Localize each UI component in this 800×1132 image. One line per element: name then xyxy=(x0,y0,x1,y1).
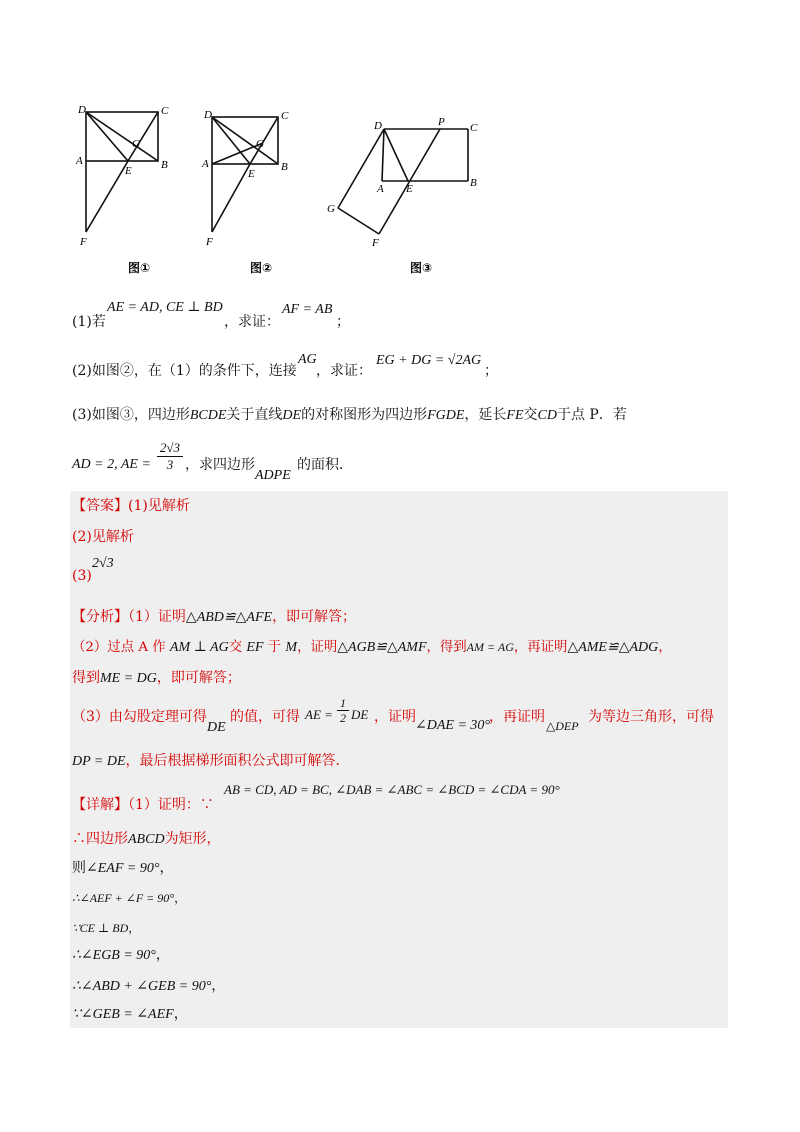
analysis-4-m2a: AE = xyxy=(305,707,333,722)
analysis-4c: ，证明 xyxy=(374,709,416,725)
q3-fraction xyxy=(157,440,183,473)
fig1-label-B: B xyxy=(161,159,168,171)
analysis-4-m2b: DE xyxy=(351,707,369,722)
detail-7-end: ， xyxy=(173,1007,188,1022)
analysis-line-2 xyxy=(72,637,672,658)
fig1-label-G: G xyxy=(132,138,140,150)
detail-line-4 xyxy=(72,918,140,938)
detail-1a: ∴四边形 xyxy=(72,831,128,847)
detail-1b: 为矩形， xyxy=(164,831,221,847)
fig3-label-F: F xyxy=(372,237,379,249)
fig3-label-D: D xyxy=(374,120,382,132)
detail-4: ∵CE ⊥ BD xyxy=(72,921,129,935)
fig1-label-A: A xyxy=(76,155,83,167)
question-3-line1 xyxy=(72,405,627,426)
question-2-prefix: (2)如图②，在（1）的条件下，连接 xyxy=(72,363,297,379)
fig3-label-C: C xyxy=(470,122,478,134)
question-1-condition: AE = AD, CE ⊥ BD xyxy=(107,300,223,315)
detail-4-end: ， xyxy=(128,921,141,935)
analysis-2-m1: AM ⊥ AG xyxy=(169,640,229,655)
detail-line-2 xyxy=(72,858,173,879)
question-2-end: ； xyxy=(484,363,498,379)
fig2-label-F: F xyxy=(206,236,213,248)
analysis-2-m6: △AME≌△ADG xyxy=(567,640,659,655)
question-2-goal: EG + DG = √2AG xyxy=(376,353,482,368)
detail-2-math: ∠EAF = 90° xyxy=(86,861,160,876)
q3-de: DE xyxy=(282,408,302,423)
detail-6-end: ， xyxy=(211,979,226,994)
question-1-end: ； xyxy=(336,314,350,330)
analysis-3b: ，即可解答； xyxy=(156,670,241,686)
detail-2b: ， xyxy=(159,860,174,876)
answer-3-value: 2√3 xyxy=(92,556,114,571)
fig3-label-P: P xyxy=(438,116,445,128)
detail-7: ∵∠GEB = ∠AEF xyxy=(72,1007,174,1022)
analysis-4-de: DE xyxy=(207,720,226,735)
q3-adpe: ADPE xyxy=(255,468,291,483)
analysis-4-m3: ∠DAE = 30° xyxy=(415,718,490,733)
analysis-2-m4: △AGB≌△AMF xyxy=(337,640,427,655)
fig2-label-G: G xyxy=(256,138,264,150)
fig3-label-B: B xyxy=(470,177,477,189)
fig2-label-E: E xyxy=(248,168,255,180)
fig3-label-E: E xyxy=(406,183,413,195)
detail-header-math: AB = CD, AD = BC, ∠DAB = ∠ABC = ∠BCD = ∠CDA = 90° xyxy=(224,782,560,797)
analysis-2g: ， xyxy=(658,640,672,655)
answer-header: 【答案】(1)见解析 xyxy=(72,498,190,514)
analysis-2-m3: M xyxy=(285,640,298,655)
analysis-line-3 xyxy=(72,668,241,689)
analysis-2-m5: AM = AG xyxy=(466,640,514,654)
analysis-2d: ，证明 xyxy=(297,640,338,655)
detail-6: ∴∠ABD + ∠GEB = 90° xyxy=(72,979,212,994)
analysis-line-5 xyxy=(72,751,350,772)
q3-fgde: FGDE xyxy=(427,408,465,423)
fig1-label-C: C xyxy=(161,105,169,117)
analysis-1a: 【分析】（1）证明 xyxy=(72,609,186,625)
detail-line-6 xyxy=(72,977,225,997)
analysis-5-math: DP = DE xyxy=(72,754,126,769)
q3-bcde: BCDE xyxy=(189,408,227,423)
analysis-2c: 于 xyxy=(267,640,282,655)
detail-line-3 xyxy=(72,888,186,908)
analysis-4-m4: △DEP xyxy=(546,719,579,733)
fig3-label-G: G xyxy=(327,203,335,215)
fig1-label-D: D xyxy=(78,104,86,116)
analysis-3a: 得到 xyxy=(72,670,100,686)
fig3-label-A: A xyxy=(377,183,384,195)
q3-line2-end: 的面积． xyxy=(297,457,353,473)
analysis-4b: 的值，可得 xyxy=(230,709,300,725)
detail-line-5 xyxy=(72,946,170,966)
analysis-2a: （2）过点 A 作 xyxy=(72,640,166,655)
detail-5: ∴∠EGB = 90° xyxy=(72,948,156,963)
fig3-caption: 图③ xyxy=(410,261,433,275)
analysis-5a: ，最后根据梯形面积公式即可解答． xyxy=(125,753,350,769)
answer-3-prefix: (3) xyxy=(72,568,92,584)
analysis-3-math: ME = DG xyxy=(100,671,157,686)
analysis-4-frac-den: 2 xyxy=(337,710,349,725)
detail-1-math: ABCD xyxy=(128,832,165,847)
q3-text-b: 关于直线 xyxy=(226,407,283,423)
analysis-4d: ，再证明 xyxy=(489,709,545,725)
fig2-label-D: D xyxy=(204,109,212,121)
detail-line-7 xyxy=(72,1005,188,1025)
question-2-mid: ，求证： xyxy=(316,363,372,379)
analysis-2e: ，得到 xyxy=(426,640,467,655)
q3-text-e: 交 xyxy=(523,407,538,423)
q3-text-a: (3)如图③，四边形 xyxy=(72,407,190,423)
figure-3 xyxy=(322,112,492,282)
fig2-label-A: A xyxy=(202,158,209,170)
figure-1 xyxy=(70,100,180,285)
analysis-2f: ，再证明 xyxy=(513,640,568,655)
analysis-4-fraction xyxy=(337,696,349,725)
fig2-label-B: B xyxy=(281,161,288,173)
detail-header: 【详解】（1）证明：∵ xyxy=(72,797,214,813)
analysis-4-frac-num: 1 xyxy=(340,696,346,710)
detail-3-end: ， xyxy=(174,891,187,905)
fig1-label-E: E xyxy=(125,165,132,177)
detail-3: ∴∠AEF + ∠F = 90° xyxy=(72,891,175,905)
fig1-caption: 图① xyxy=(128,261,151,275)
answer-2: (2)见解析 xyxy=(72,529,134,545)
detail-2a: 则 xyxy=(72,860,86,876)
analysis-1b: ，即可解答； xyxy=(272,609,357,625)
q3-text-c: 的对称图形为四边形 xyxy=(301,407,428,423)
detail-line-1 xyxy=(72,829,221,850)
q3-line2-mid: ，求四边形 xyxy=(185,457,255,473)
q3-condition: AD = 2, AE = xyxy=(72,457,151,472)
q3-cd: CD xyxy=(537,408,557,423)
fig2-caption: 图② xyxy=(250,261,273,275)
question-1-goal: AF = AB xyxy=(282,302,333,317)
analysis-2b: 交 xyxy=(228,640,243,655)
analysis-line-1 xyxy=(72,607,356,628)
fig2-label-C: C xyxy=(281,110,289,122)
question-2-ag: AG xyxy=(298,352,317,367)
q3-frac-den: 3 xyxy=(157,456,183,473)
figure-2 xyxy=(196,100,306,285)
analysis-2-m2: EF xyxy=(246,640,264,655)
fig1-label-F: F xyxy=(80,236,87,248)
analysis-1-math: △ABD≌△AFE xyxy=(185,610,273,625)
question-1-mid: ，求证： xyxy=(224,314,280,330)
q3-text-f: 于点 P．若 xyxy=(556,407,627,423)
q3-fe: FE xyxy=(506,408,524,423)
detail-5-end: ， xyxy=(155,948,170,963)
analysis-4a: （3）由勾股定理可得 xyxy=(72,709,207,725)
q3-frac-num: 2√3 xyxy=(159,440,181,455)
analysis-4e: 为等边三角形，可得 xyxy=(588,709,714,725)
q3-text-d: ，延长 xyxy=(464,407,507,423)
question-1-prefix: (1)若 xyxy=(72,314,106,330)
